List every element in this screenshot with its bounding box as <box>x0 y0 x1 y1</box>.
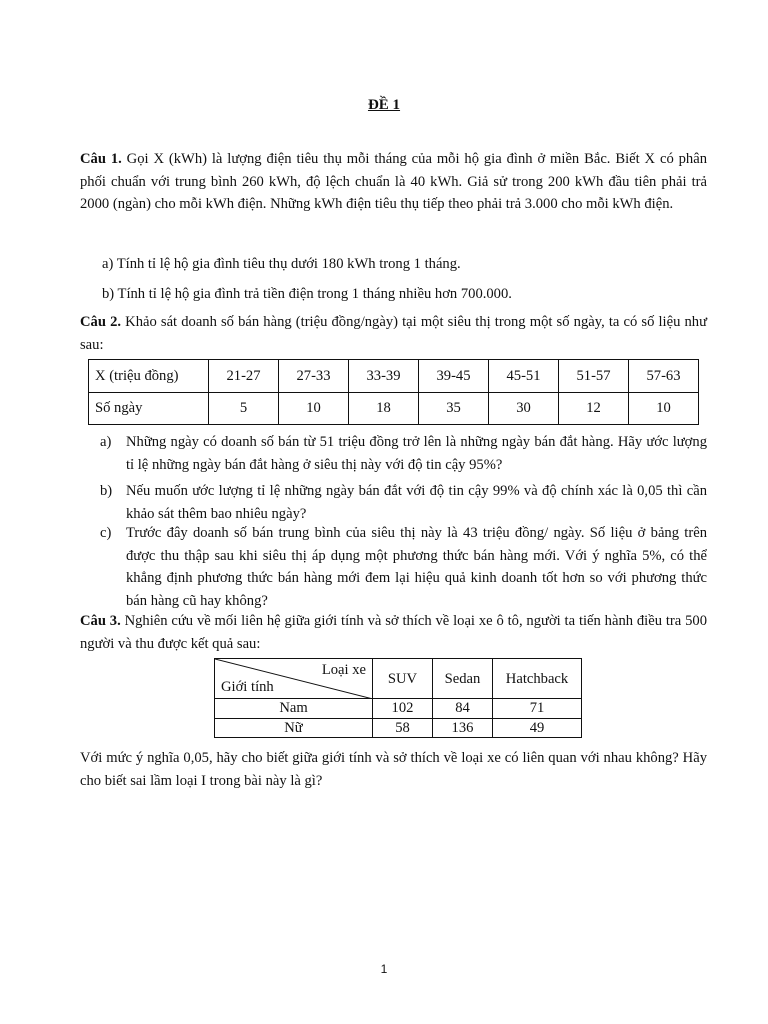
table-cell: 136 <box>433 718 493 738</box>
item-text: Trước đây doanh số bán trung bình của siêu thị này là 43 triệu đồng/ ngày. Số liệu ở bảng trên được thu thập sau khi siêu thị áp dụng một phương thức bán hàng mới. Với ý nghĩa 5%, có thể khẳng định phương thức bán hàng mới đem lại hiệu quả kinh doanh tốt hơn so với phương thức bán hàng cũ hay không? <box>126 525 707 609</box>
table-cell: 33-39 <box>349 360 419 393</box>
table-cell: 45-51 <box>489 360 559 393</box>
question-1b: b) Tính tỉ lệ hộ gia đình trả tiền điện trong 1 tháng nhiều hơn 700.000. <box>102 286 512 302</box>
question-2-text: Khảo sát doanh số bán hàng (triệu đồng/ngày) tại một siêu thị trong một số ngày, ta có số liệu như sau: <box>80 314 707 353</box>
diagonal-header-cell <box>215 659 373 699</box>
question-3-text: Nghiên cứu về mối liên hệ giữa giới tính và sở thích về loại xe ô tô, người ta tiến hành điều tra 500 người và thu được kết quả sau: <box>80 613 707 652</box>
item-text: Nếu muốn ước lượng tỉ lệ những ngày bán đắt với độ tin cậy 99% và độ chính xác là 0,05 thì cần khảo sát thêm bao nhiêu ngày? <box>126 483 707 522</box>
question-3-prompt: Với mức ý nghĩa 0,05, hãy cho biết giữa giới tính và sở thích về loại xe có liên quan với nhau không? Hãy cho biết sai lầm loại I trong bài này là gì? <box>80 750 707 789</box>
sales-frequency-table <box>88 359 699 425</box>
question-2-label: Câu 2. <box>80 314 122 330</box>
table-cell: 39-45 <box>419 360 489 393</box>
item-text: Những ngày có doanh số bán từ 51 triệu đồng trở lên là những ngày bán đắt hàng. Hãy ước lượng tỉ lệ những ngày bán đắt hàng ở siêu thị này với độ tin cậy 95%? <box>126 434 707 473</box>
item-marker: a) <box>100 434 112 450</box>
page-title: ĐỀ 1 <box>367 97 401 113</box>
table-cell: 12 <box>559 392 629 425</box>
question-3 <box>80 610 707 655</box>
table-cell: 30 <box>489 392 559 425</box>
question-2 <box>80 311 707 356</box>
row-group-label: Giới tính <box>221 679 274 695</box>
question-1-text: Gọi X (kWh) là lượng điện tiêu thụ mỗi tháng của mỗi hộ gia đình ở miền Bắc. Biết X có phân phối chuẩn với trung bình 260 kWh, độ lệch chuẩn là 40 kWh. Giả sử trong 200 kWh đầu tiên phải trả 2000 (ngàn) cho mỗi kWh điện. Những kWh điện tiêu thụ tiếp theo phải trả 3.000 cho mỗi kWh điện. <box>80 151 708 212</box>
table-cell: 71 <box>493 699 582 719</box>
table-cell: 58 <box>373 718 433 738</box>
table-cell: 51-57 <box>559 360 629 393</box>
question-2b <box>100 480 707 525</box>
table-row <box>215 659 582 699</box>
table-header-cell: Hatchback <box>493 659 582 699</box>
table-row <box>89 392 699 425</box>
item-marker: c) <box>100 525 112 541</box>
table-cell: 57-63 <box>629 360 699 393</box>
table-cell: 10 <box>279 392 349 425</box>
table-header-cell: SUV <box>373 659 433 699</box>
table-header-cell: X (triệu đồng) <box>89 360 209 393</box>
table-header-cell: Số ngày <box>89 392 209 425</box>
table-row <box>215 699 582 719</box>
table-cell: 21-27 <box>209 360 279 393</box>
table-row <box>215 718 582 738</box>
question-1a: a) Tính tỉ lệ hộ gia đình tiêu thụ dưới 180 kWh trong 1 tháng. <box>102 256 461 272</box>
gender-car-table <box>214 658 582 738</box>
table-cell: 18 <box>349 392 419 425</box>
table-cell: 84 <box>433 699 493 719</box>
table-cell: 49 <box>493 718 582 738</box>
question-3-label: Câu 3. <box>80 613 121 629</box>
table-cell: 27-33 <box>279 360 349 393</box>
question-1 <box>80 148 707 216</box>
question-1-label: Câu 1. <box>80 151 122 167</box>
item-marker: b) <box>100 483 113 499</box>
table-cell: 10 <box>629 392 699 425</box>
table-row-label: Nữ <box>215 718 373 738</box>
table-cell: 102 <box>373 699 433 719</box>
table-cell: 35 <box>419 392 489 425</box>
table-cell: 5 <box>209 392 279 425</box>
page-number: 1 <box>380 962 388 976</box>
column-group-label: Loại xe <box>321 662 366 678</box>
table-row <box>89 360 699 393</box>
question-2a <box>100 431 707 476</box>
question-2c <box>100 522 707 612</box>
table-header-cell: Sedan <box>433 659 493 699</box>
table-row-label: Nam <box>215 699 373 719</box>
